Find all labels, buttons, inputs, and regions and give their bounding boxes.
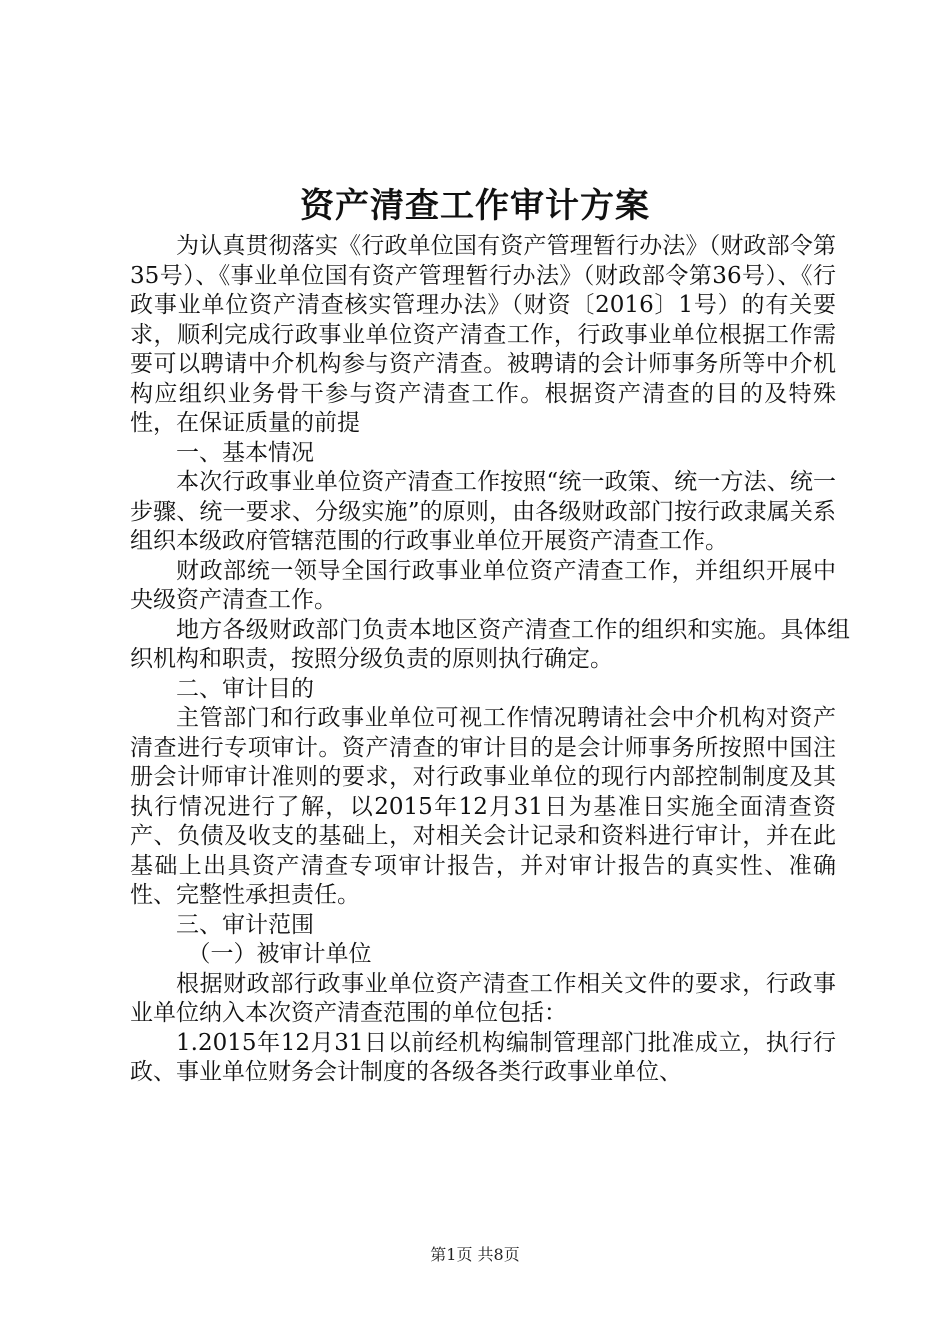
section-heading-audit-scope: 三、审计范围: [176, 911, 314, 938]
section-heading-basic-situation: 一、基本情况: [176, 439, 314, 466]
audited-units-paragraph: 根据财政部行政事业单位资产清查工作相关文件的要求，行政事业单位纳入本次资产清查范围的单位包括：: [130, 970, 836, 1026]
audited-units-item-1: 1.2015年12月31日以前经机构编制管理部门批准成立，执行行政、事业单位财务会计制度的各级各类行政事业单位、: [130, 1029, 836, 1085]
audit-purpose-paragraph: 主管部门和行政事业单位可视工作情况聘请社会中介机构对资产清查进行专项审计。资产清查的审计目的是会计师事务所按照中国注册会计师审计准则的要求，对行政事业单位的现行内部控制制度及其执行情况进行了解，以2015年12月31日为基准日实施全面清查资产、负债及收支的基础上，对相关会计记录和资料进行审计，并在此基础上出具资产清查专项审计报告，并对审计报告的真实性、准确性、完整性承担责任。: [130, 705, 836, 908]
basic-situation-paragraph-1: 本次行政事业单位资产清查工作按照“统一政策、统一方法、统一步骤、统一要求、分级实施”的原则，由各级财政部门按行政隶属关系组织本级政府管辖范围的行政事业单位开展资产清查工作。: [130, 469, 836, 554]
section-heading-audit-purpose: 二、审计目的: [176, 675, 314, 702]
subsection-heading-audited-units: （一）被审计单位: [187, 941, 372, 967]
intro-paragraph: 为认真贯彻落实《行政单位国有资产管理暂行办法》（财政部令第35号）、《事业单位国有资产管理暂行办法》（财政部令第36号）、《行政事业单位资产清查核实管理办法》（财资〔2016〕1号）的有关要求，顺利完成行政事业单位资产清查工作，行政事业单位根据工作需要可以聘请中介机构参与资产清查。被聘请的会计师事务所等中介机构应组织业务骨干参与资产清查工作。根据资产清查的目的及特殊性，在保证质量的前提: [130, 233, 836, 436]
basic-situation-paragraph-2: 财政部统一领导全国行政事业单位资产清查工作，并组织开展中央级资产清查工作。: [130, 557, 836, 613]
document-body: [130, 232, 850, 1088]
page-footer: 第1页 共8页: [430, 1245, 520, 1264]
document-title: 资产清查工作审计方案: [300, 186, 650, 226]
basic-situation-paragraph-3: 地方各级财政部门负责本地区资产清查工作的组织和实施。具体组织机构和职责，按照分级负责的原则执行确定。: [130, 616, 850, 672]
